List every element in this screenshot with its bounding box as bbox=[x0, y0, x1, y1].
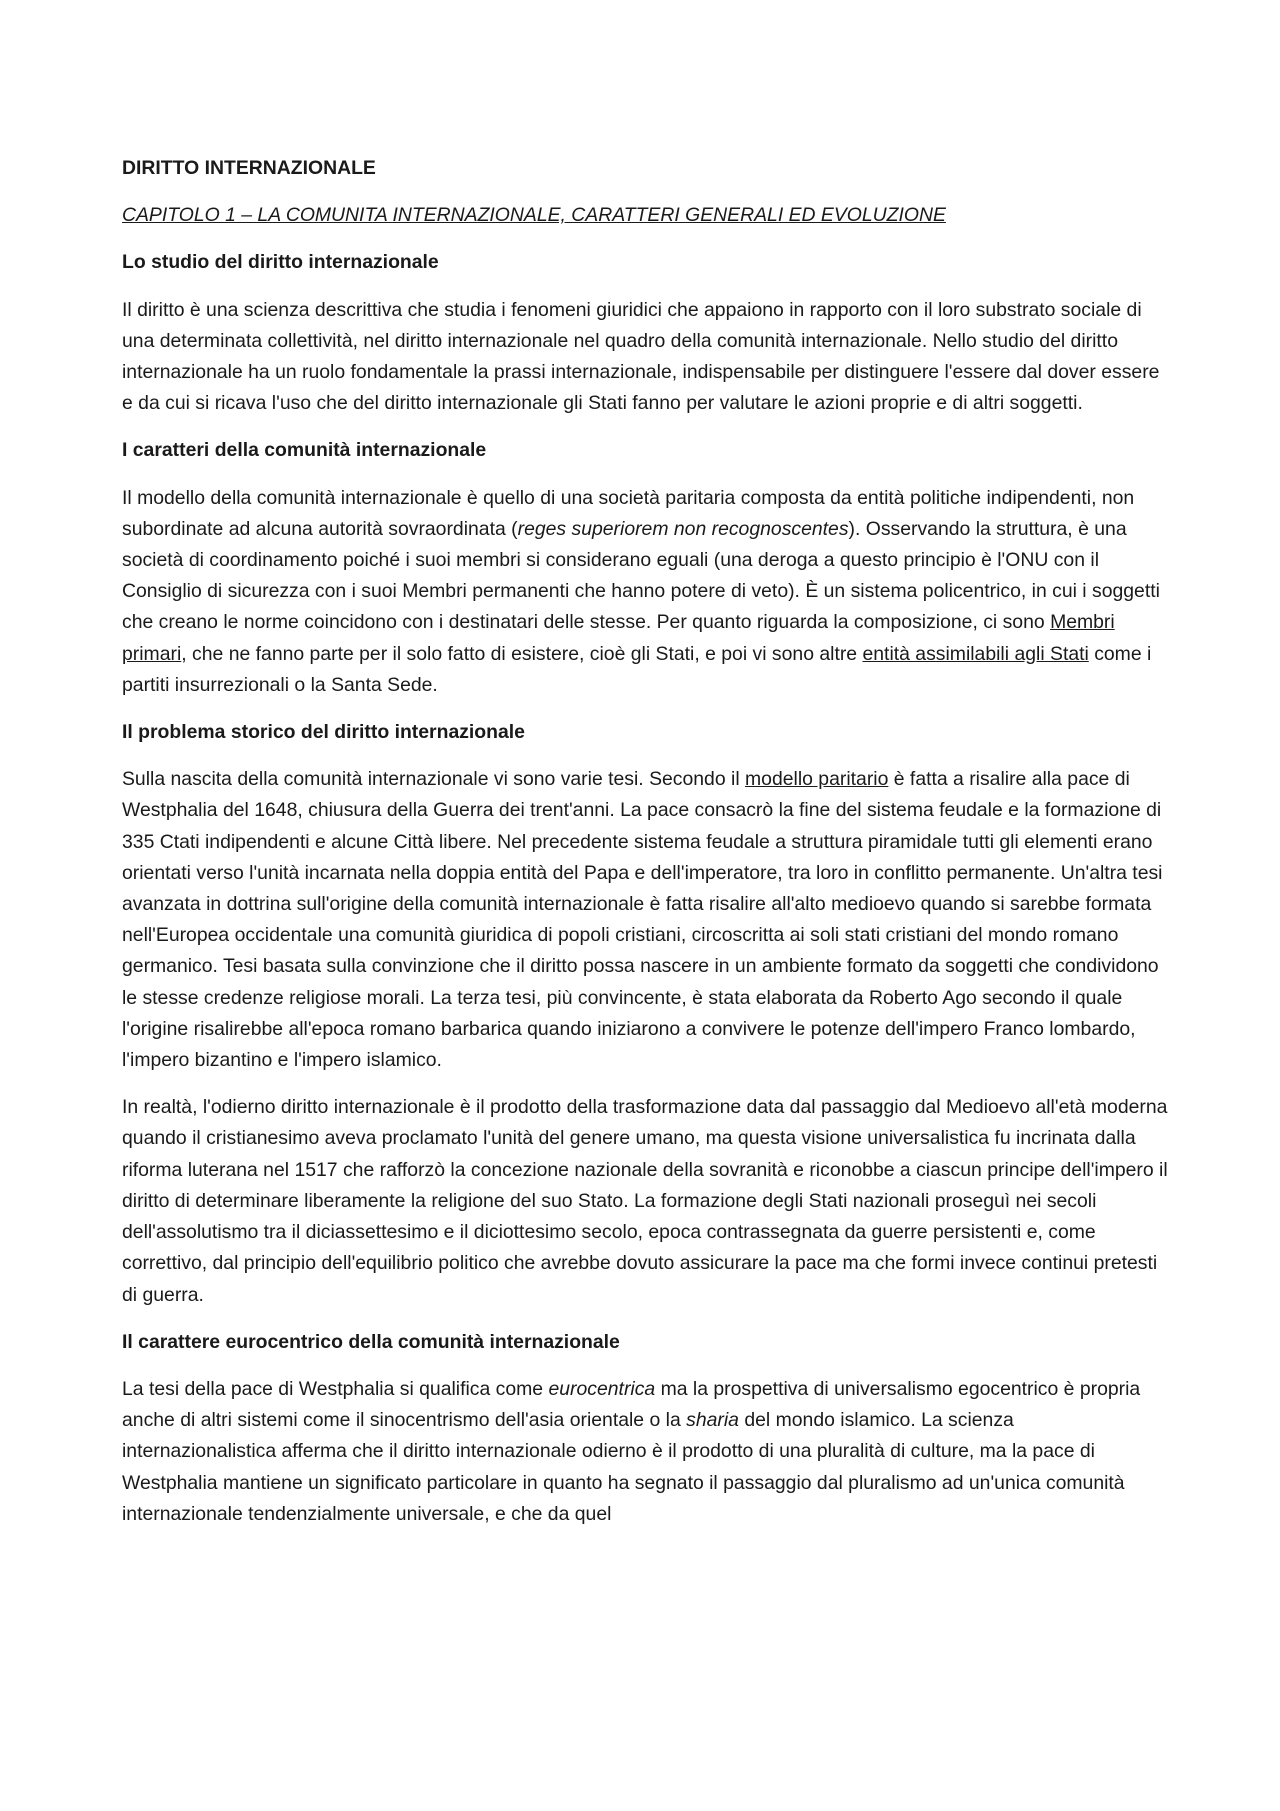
underlined-term: Membri primari bbox=[122, 611, 1115, 665]
section-heading-studio: Lo studio del diritto internazionale bbox=[122, 251, 439, 274]
paragraph-studio: Il diritto è una scienza descrittiva che studia i fenomeni giuridici che appaiono in rapporto con il loro substrato sociale di una determinata collettività, nel diritto internazionale nel quadro della comunità internazionale. Nello studio del diritto internazionale ha un ruolo fondamentale la prassi internazionale, indispensabile per distinguere l'essere dal dover essere e da cui si ricava l'uso che del diritto internazionale gli Stati fanno per valutare le azioni proprie e di altri soggetti. bbox=[122, 298, 1160, 415]
text-run: è fatta a risalire alla pace di Westphalia del 1648, chiusura della Guerra dei trent'anni. La pace consacrò la fine del sistema feudale e la formazione di 335 Ctati indipendenti e alcune Città libere. Nel precedente sistema feudale a struttura piramidale tutti gli elementi erano orientati verso l'unità incarnata nella doppia entità del Papa e dell'imperatore, tra loro in conflitto permanente. Un'altra tesi avanzata in dottrina sull'origine della comunità internazionale è fatta risalire all'alto medioevo quando si sarebbe formata nell'Europea occidentale una comunità giuridica di popoli cristiani, circoscritta ai soli stati cristiani del mondo romano germanico. Tesi basata sulla convinzione che il diritto possa nascere in un ambiente formato da soggetti che condividono le stesse credenze religiose morali. La terza tesi, più convincente, è stata elaborata da Roberto Ago secondo il quale l'origine risalirebbe all'epoca romano barbarica quando iniziarono a convivere le potenze dell'impero Franco lombardo, l'impero bizantino e l'impero islamico. bbox=[122, 768, 1163, 1072]
text-run: , che ne fanno parte per il solo fatto di esistere, cioè gli Stati, e poi vi sono altre bbox=[181, 642, 863, 665]
section-heading-caratteri: I caratteri della comunità internazionale bbox=[122, 439, 487, 462]
text-run: ). Osservando la struttura, è una società di coordinamento poiché i suoi membri si considerano eguali (una deroga a questo principio è l'ONU con il Consiglio di sicurezza con i suoi Membri permanenti che hanno potere di veto). È un sistema policentrico, in cui i soggetti che creano le norme coincidono con i destinatari delle stesse. Per quanto riguarda la composizione, ci sono bbox=[122, 517, 1160, 634]
italic-term: sharia bbox=[686, 1409, 739, 1432]
paragraph-problema-storico-1 bbox=[122, 764, 1172, 1076]
text-run: Sulla nascita della comunità internazionale vi sono varie tesi. Secondo il bbox=[122, 768, 746, 791]
section-heading-eurocentrico: Il carattere eurocentrico della comunità internazionale bbox=[122, 1330, 620, 1353]
text-run: La tesi della pace di Westphalia si qualifica come bbox=[122, 1377, 549, 1400]
italic-term: eurocentrica bbox=[548, 1377, 656, 1400]
text-run: come i partiti insurrezionali o la Santa Sede. bbox=[122, 642, 1152, 696]
text-run: del mondo islamico. La scienza internazionalistica afferma che il diritto internazionale odierno è il prodotto di una pluralità di culture, ma la pace di Westphalia mantiene un significato particolare in quanto ha segnato il passaggio dal pluralismo ad un'unica comunità internazionale tendenzialmente universale, e che da quel bbox=[122, 1409, 1125, 1525]
paragraph-problema-storico-2: In realtà, l'odierno diritto internazionale è il prodotto della trasformazione data dal passaggio dal Medioevo all'età moderna quando il cristianesimo aveva proclamato l'unità del genere umano, ma questa visione universalistica fu incrinata dalla riforma luterana nel 1517 che rafforzò la concezione nazionale della sovranità e riconobbe a ciascun principe dell'impero il diritto di determinare liberamente la religione del suo Stato. La formazione degli Stati nazionali proseguì nei secoli dell'assolutismo tra il diciassettesimo e il diciottesimo secolo, epoca contrassegnata da guerre persistenti e, come correttivo, dal principio dell'equilibrio politico che avrebbe dovuto assicurare la pace ma che formi invece continui pretesti di guerra. bbox=[122, 1096, 1168, 1306]
text-run: Il modello della comunità internazionale è quello di una società paritaria composta da entità politiche indipendenti, non subordinate ad alcuna autorità sovraordinata ( bbox=[122, 486, 1135, 540]
paragraph-eurocentrico bbox=[122, 1374, 1172, 1530]
underlined-term: modello paritario bbox=[745, 768, 889, 791]
text-run: ma la prospettiva di universalismo egocentrico è propria anche di altri sistemi come il sinocentrismo dell'asia orientale o la bbox=[122, 1377, 1141, 1432]
document-title: DIRITTO INTERNAZIONALE bbox=[122, 157, 376, 179]
document-page bbox=[122, 153, 1172, 1546]
italic-term: reges superiorem non recognoscentes bbox=[517, 517, 849, 540]
section-heading-problema-storico: Il problema storico del diritto internazionale bbox=[122, 721, 525, 744]
chapter-title: CAPITOLO 1 – LA COMUNITA INTERNAZIONALE, CARATTERI GENERALI ED EVOLUZIONE bbox=[122, 204, 946, 227]
underlined-term: entità assimilabili agli Stati bbox=[862, 642, 1089, 665]
paragraph-caratteri bbox=[122, 483, 1172, 701]
